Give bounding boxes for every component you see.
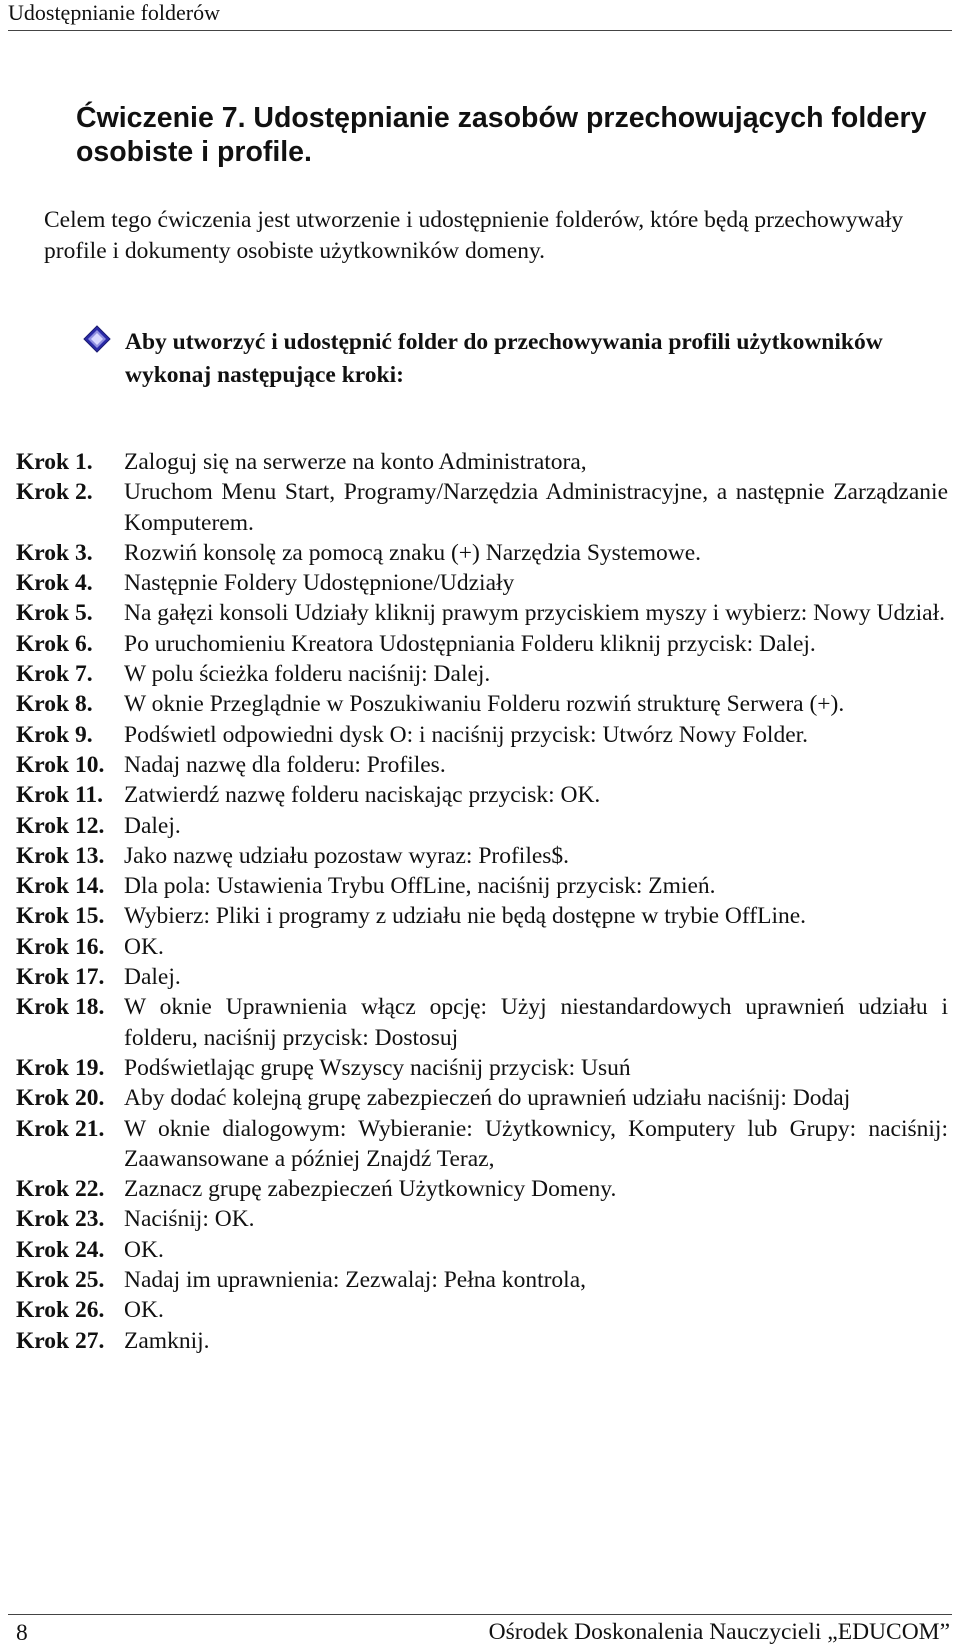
step-item xyxy=(16,538,948,568)
step-label: Krok 1. xyxy=(16,449,93,475)
step-label: Krok 2. xyxy=(16,479,93,506)
step-label: Krok 24. xyxy=(16,1236,105,1263)
step-item xyxy=(16,1326,948,1356)
step-label: Krok 4. xyxy=(16,570,93,597)
step-label: Krok 14. xyxy=(16,873,105,900)
step-text: Uruchom Menu Start, Programy/Narzędzia Administracyjne, a następnie Zarządzanie Komputerem. xyxy=(124,479,948,536)
step-text: W polu ścieżka folderu naciśnij: Dalej. xyxy=(124,661,491,688)
step-label: Krok 7. xyxy=(16,661,93,688)
step-label: Krok 19. xyxy=(16,1054,105,1081)
step-item xyxy=(16,1053,948,1083)
step-item xyxy=(16,1295,948,1325)
step-item xyxy=(16,780,948,810)
step-label: Krok 18. xyxy=(16,994,105,1021)
step-label: Krok 6. xyxy=(16,630,93,657)
step-text: Rozwiń konsolę za pomocą znaku (+) Narzędzia Systemowe. xyxy=(124,539,702,566)
step-label: Krok 23. xyxy=(16,1206,105,1233)
step-text: W oknie Przeglądnie w Poszukiwaniu Folderu rozwiń strukturę Serwera (+). xyxy=(124,691,845,718)
step-text: Zatwierdź nazwę folderu naciskając przycisk: OK. xyxy=(124,782,601,809)
step-item xyxy=(16,568,948,598)
step-text: Po uruchomieniu Kreatora Udostępniania Folderu kliknij przycisk: Dalej. xyxy=(124,630,816,657)
step-label: Krok 9. xyxy=(16,721,93,748)
step-text: Nadaj im uprawnienia: Zezwalaj: Pełna kontrola, xyxy=(124,1267,587,1294)
step-label: Krok 8. xyxy=(16,691,93,718)
step-item xyxy=(16,477,948,538)
step-label: Krok 10. xyxy=(16,751,105,778)
step-item xyxy=(16,1083,948,1113)
step-text: OK. xyxy=(124,1236,164,1263)
step-item xyxy=(16,811,948,841)
step-item xyxy=(16,1174,948,1204)
step-label: Krok 12. xyxy=(16,812,105,839)
step-item xyxy=(16,962,948,992)
step-label: Krok 26. xyxy=(16,1297,105,1324)
header-title: Udostępnianie folderów xyxy=(8,0,220,25)
step-item xyxy=(16,901,948,931)
step-label: Krok 20. xyxy=(16,1085,105,1112)
step-item xyxy=(16,750,948,780)
step-label: Krok 21. xyxy=(16,1115,105,1142)
step-item xyxy=(16,1235,948,1265)
intro-paragraph: Celem tego ćwiczenia jest utworzenie i udostępnienie folderów, które będą przechowywały profile i dokumenty osobiste użytkowników domeny. xyxy=(44,207,904,264)
instruction-heading: Aby utworzyć i udostępnić folder do przechowywania profili użytkowników wykonaj następujące kroki: xyxy=(125,329,883,388)
step-text: Dalej. xyxy=(124,812,181,839)
page-number: 8 xyxy=(16,1620,28,1646)
step-item xyxy=(16,447,948,477)
step-text: Dla pola: Ustawienia Trybu OffLine, naciśnij przycisk: Zmień. xyxy=(124,873,716,900)
step-label: Krok 3. xyxy=(16,539,93,566)
exercise-title: Ćwiczenie 7. Udostępnianie zasobów przechowujących foldery osobiste i profile. xyxy=(76,102,927,168)
step-text: Nadaj nazwę dla folderu: Profiles. xyxy=(124,751,446,778)
step-label: Krok 16. xyxy=(16,933,105,960)
step-text: OK. xyxy=(124,1297,164,1324)
step-label: Krok 13. xyxy=(16,842,105,869)
step-text: Wybierz: Pliki i programy z udziału nie będą dostępne w trybie OffLine. xyxy=(124,903,807,930)
step-text: Podświetl odpowiedni dysk O: i naciśnij przycisk: Utwórz Nowy Folder. xyxy=(124,721,809,748)
step-text: Dalej. xyxy=(124,964,181,991)
steps-list xyxy=(16,447,948,1356)
step-label: Krok 11. xyxy=(16,782,104,809)
step-text: W oknie Uprawnienia włącz opcję: Użyj niestandardowych uprawnień udziału i folderu, naciśnij przycisk: Dostosuj xyxy=(124,994,948,1051)
step-label: Krok 25. xyxy=(16,1267,105,1294)
step-item xyxy=(16,871,948,901)
step-item xyxy=(16,992,948,1053)
page-header xyxy=(8,0,952,31)
publisher-name: Ośrodek Doskonalenia Nauczycieli „EDUCOM” xyxy=(488,1619,950,1645)
step-item xyxy=(16,629,948,659)
diamond-bullet-icon xyxy=(83,325,111,353)
step-text: W oknie dialogowym: Wybieranie: Użytkownicy, Komputery lub Grupy: naciśnij: Zaawansowane a później Znajdź Teraz, xyxy=(124,1115,948,1172)
step-item xyxy=(16,659,948,689)
step-text: Naciśnij: OK. xyxy=(124,1206,255,1233)
step-label: Krok 27. xyxy=(16,1327,105,1354)
step-text: Zaznacz grupę zabezpieczeń Użytkownicy Domeny. xyxy=(124,1176,617,1203)
footer-divider xyxy=(8,1614,952,1615)
step-item xyxy=(16,932,948,962)
step-label: Krok 17. xyxy=(16,964,105,991)
step-text: OK. xyxy=(124,933,164,960)
step-item xyxy=(16,1114,948,1175)
step-text: Aby dodać kolejną grupę zabezpieczeń do uprawnień udziału naciśnij: Dodaj xyxy=(124,1085,851,1112)
step-text: Następnie Foldery Udostępnione/Udziały xyxy=(124,570,515,597)
step-text: Na gałęzi konsoli Udziały kliknij prawym przyciskiem myszy i wybierz: Nowy Udział. xyxy=(124,600,945,627)
step-item xyxy=(16,720,948,750)
step-text: Podświetlając grupę Wszyscy naciśnij przycisk: Usuń xyxy=(124,1054,631,1081)
step-label: Krok 15. xyxy=(16,903,105,930)
step-text: Zaloguj się na serwerze na konto Administratora, xyxy=(124,449,587,475)
step-item xyxy=(16,598,948,628)
step-item xyxy=(16,1204,948,1234)
step-label: Krok 5. xyxy=(16,600,93,627)
step-text: Zamknij. xyxy=(124,1327,210,1354)
step-item xyxy=(16,1265,948,1295)
step-label: Krok 22. xyxy=(16,1176,105,1203)
step-text: Jako nazwę udziału pozostaw wyraz: Profiles$. xyxy=(124,842,570,869)
step-item xyxy=(16,841,948,871)
step-item xyxy=(16,689,948,719)
